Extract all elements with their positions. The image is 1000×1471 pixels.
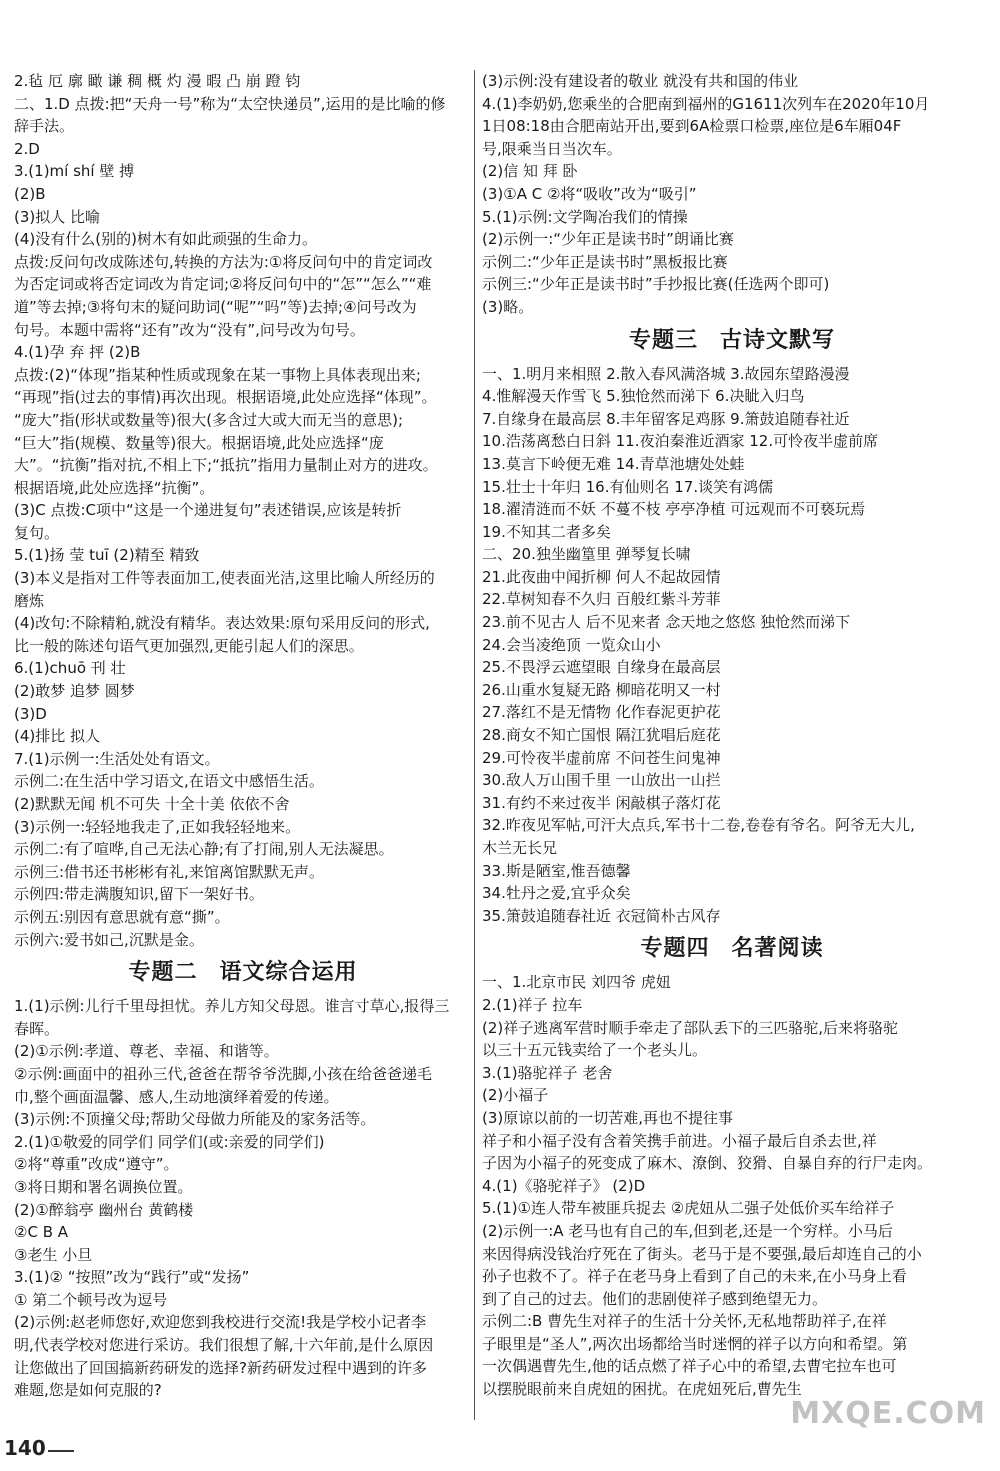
text-line: ②C B A	[14, 1223, 69, 1242]
text-line: “再现”指(过去的事情)再次出现。根据语境,此处应选择“体现”。	[14, 388, 437, 407]
text-line: ③将日期和署名调换位置。	[14, 1177, 193, 1196]
text-line: 句号。本题中需将“还有”改为“没有”,问号改为句号。	[14, 320, 365, 339]
right-answers-part3	[482, 971, 982, 1400]
right-column	[482, 70, 982, 1401]
text-line: (2)示例一:A 老马也有自己的车,但到老,还是一个穷样。小马后	[482, 1221, 893, 1240]
section-name: 语文综合运用	[219, 960, 358, 986]
text-line: 子因为小福子的死变成了麻木、潦倒、狡猾、自暴自弃的行尸走肉。	[482, 1154, 933, 1173]
text-line: 孙子也救不了。祥子在老马身上看到了自己的未来,在小马身上看	[482, 1267, 907, 1286]
text-line: 30.敌人万山围千里 一山放出一山拦	[482, 771, 721, 790]
text-line: 道”等去掉;③将句末的疑问助词(“呢”“吗”等)去掉;④问号改为	[14, 297, 417, 316]
text-line: 示例二:有了喧哗,自己无法心静;有了打闹,别人无法凝思。	[14, 840, 394, 859]
text-line: 5.(1)扬 莹 tuī (2)精至 精致	[14, 546, 200, 565]
text-line: 10.浩荡离愁白日斜 11.夜泊秦淮近酒家 12.可怜夜半虚前席	[482, 432, 879, 451]
text-line: 21.此夜曲中闻折柳 何人不起故园情	[482, 567, 721, 586]
text-line: 6.(1)chuō 刊 壮	[14, 659, 126, 678]
section-number: 专题三	[628, 327, 698, 353]
text-line: 明,代表学校对您进行采访。我们很想了解,十六年前,是什么原因	[14, 1336, 434, 1355]
text-line: 2.D	[14, 139, 40, 158]
text-line: 为否定词或将否定词改为肯定词;②将反问句中的“怎”“怎么”“难	[14, 275, 432, 294]
text-line: 3.(1)② “按照”改为“践行”或“发扬”	[14, 1268, 250, 1287]
text-line: 二、20.独坐幽篁里 弹琴复长啸	[482, 545, 691, 564]
text-line: (3)略。	[482, 297, 534, 316]
text-line: 巾,整个画面温馨、感人,生动地演绎着爱的传递。	[14, 1087, 339, 1106]
text-line: 春晖。	[14, 1019, 60, 1038]
text-line: 13.莫言下岭便无难 14.青草池塘处处蛙	[482, 454, 745, 473]
text-line: 32.昨夜见军帖,可汗大点兵,军书十二卷,卷卷有爷名。阿爷无大儿,	[482, 816, 915, 835]
text-line: (2)敢梦 追梦 圆梦	[14, 682, 135, 701]
text-line: 示例三:“少年正是读书时”手抄报比赛(任选两个即可)	[482, 275, 830, 294]
text-line: ②示例:画面中的祖孙三代,爸爸在帮爷爷洗脚,小孩在给爸爸递毛	[14, 1064, 433, 1083]
text-line: 23.前不见古人 后不见来者 念天地之悠悠 独怆然而涕下	[482, 613, 851, 632]
text-line: 2.毡 厄 廓 瞰 谦 稠 概 灼 漫 暇 凸 崩 蹬 钧	[14, 72, 301, 90]
text-line: (3)原谅以前的一切苦难,再也不提往事	[482, 1108, 734, 1127]
right-answers-part2	[482, 363, 982, 928]
text-line: 26.山重水复疑无路 柳暗花明又一村	[482, 680, 721, 699]
text-line: (2)B	[14, 184, 46, 203]
text-line: 辞手法。	[14, 117, 75, 136]
column-divider	[474, 70, 475, 1420]
text-line: 木兰无长兄	[482, 839, 558, 857]
text-line: (3)①A C ②将“吸收”改为“吸引”	[482, 184, 697, 203]
text-line: ③老生 小旦	[14, 1245, 93, 1264]
text-line: 1日08:18由合肥南站开出,要到6A检票口检票,座位是6车厢04F	[482, 117, 902, 136]
text-line: 24.会当凌绝顶 一览众山小	[482, 635, 661, 654]
text-line: 34.牡丹之爱,宜乎众矣	[482, 884, 631, 903]
text-line: 以三十五元钱卖给了一个老头儿。	[482, 1041, 708, 1060]
text-line: 难题,您是如何克服的?	[14, 1381, 162, 1400]
text-line: 根据语境,此处应选择“抗衡”。	[14, 478, 215, 497]
text-line: 7.(1)示例一:生活处处有语文。	[14, 749, 220, 768]
text-line: (2)祥子逃离军营时顺手牵走了部队丢下的三匹骆驼,后来将骆驼	[482, 1018, 899, 1037]
left-column	[14, 70, 472, 1402]
text-line: 22.草树知春不久归 百般红紫斗芳菲	[482, 590, 721, 609]
text-line: 2.(1)①敬爱的同学们 同学们(或:亲爱的同学们)	[14, 1132, 325, 1151]
text-line: 33.斯是陋室,惟吾德馨	[482, 861, 631, 880]
text-line: (4)没有什么(别的)树木有如此顽强的生命力。	[14, 230, 317, 249]
text-line: 35.箫鼓追随春社近 衣冠简朴古风存	[482, 906, 721, 925]
section-number: 专题四	[640, 936, 710, 962]
text-line: 以摆脱眼前来自虎妞的困扰。在虎妞死后,曹先生	[482, 1380, 802, 1399]
watermark: MXQE.COM	[790, 1396, 986, 1431]
text-line: 2.(1)祥子 拉车	[482, 995, 583, 1014]
text-line: 到了自己的过去。他们的悲剧使祥子感到绝望无力。	[482, 1289, 828, 1308]
text-line: “庞大”指(形状或数量等)很大(多含过大或大而无当的意思);	[14, 410, 404, 429]
text-line: 7.自缘身在最高层 8.丰年留客足鸡豚 9.箫鼓追随春社近	[482, 409, 850, 428]
text-line: 点拨:反问句改成陈述句,转换的方法为:①将反问句中的肯定词改	[14, 252, 433, 271]
text-line: 4.惟解漫天作雪飞 5.独怆然而涕下 6.决眦入归鸟	[482, 387, 805, 406]
text-line: ②将“尊重”改成“遵守”。	[14, 1155, 179, 1174]
text-line: 3.(1)骆驼祥子 老舍	[482, 1063, 613, 1082]
section-name: 名著阅读	[731, 936, 824, 962]
text-line: 祥子和小福子没有含着笑携手前进。小福子最后自杀去世,祥	[482, 1131, 877, 1150]
text-line: 4.(1)《骆驼祥子》 (2)D	[482, 1176, 646, 1195]
text-line: (3)示例:没有建设者的敬业 就没有共和国的伟业	[482, 72, 799, 90]
text-line: 4.(1)孕 弃 抨 (2)B	[14, 343, 141, 362]
text-line: (2)小福子	[482, 1086, 549, 1105]
text-line: 示例四:带走满腹知识,留下一架好书。	[14, 885, 264, 904]
section-number: 专题二	[128, 960, 198, 986]
text-line: 示例二:“少年正是读书时”黑板报比赛	[482, 252, 728, 271]
text-line: (3)拟人 比喻	[14, 207, 101, 226]
right-answers-part1	[482, 70, 982, 319]
text-line: 点拨:(2)“体现”指某种性质或现象在某一事物上具体表现出来;	[14, 365, 421, 384]
text-line: 1.(1)示例:儿行千里母担忧。养儿方知父母恩。谁言寸草心,报得三	[14, 997, 450, 1016]
text-line: 示例六:爱书如己,沉默是金。	[14, 930, 204, 949]
page-number: 140	[4, 1436, 46, 1460]
text-line: (2)信 知 拜 卧	[482, 162, 578, 181]
text-line: (3)示例:不顶撞父母;帮助父母做力所能及的家务活等。	[14, 1110, 376, 1129]
text-line: 18.濯清涟而不妖 不蔓不枝 亭亭净植 可远观而不可亵玩焉	[482, 500, 866, 519]
text-line: 15.壮士十年归 16.有仙则名 17.谈笑有鸿儒	[482, 477, 774, 496]
text-line: (2)默默无闻 机不可失 十全十美 依依不舍	[14, 795, 290, 813]
text-line: “巨大”指(规模、数量等)很大。根据语境,此处应选择“庞	[14, 433, 384, 452]
left-answers-part2	[14, 995, 472, 1402]
text-line: 5.(1)示例:文学陶冶我们的情操	[482, 207, 688, 226]
text-line: (2)①醉翁亭 幽州台 黄鹤楼	[14, 1200, 194, 1219]
text-line: 磨炼	[14, 591, 45, 610]
text-line: (2)示例一:“少年正是读书时”朗诵比赛	[482, 230, 734, 249]
text-line: 复句。	[14, 523, 60, 542]
text-line: (2)①示例:孝道、尊老、幸福、和谐等。	[14, 1042, 279, 1061]
section-name: 古诗文默写	[720, 327, 836, 353]
text-line: (4)改句:不除精粕,就没有精华。表达效果:原句采用反问的形式,	[14, 614, 430, 633]
text-line: 28.商女不知亡国恨 隔江犹唱后庭花	[482, 726, 721, 745]
text-line: 示例三:借书还书彬彬有礼,来馆离馆默默无声。	[14, 862, 324, 881]
text-line: 号,限乘当日当次车。	[482, 139, 622, 158]
text-line: 4.(1)李奶奶,您乘坐的合肥南到福州的G1611次列车在2020年10月	[482, 94, 930, 113]
section-title-topic2	[14, 956, 472, 990]
text-line: 示例二:在生活中学习语文,在语文中感悟生活。	[14, 772, 324, 791]
text-line: (3)C 点拨:C项中“这是一个递进复句”表述错误,应该是转折	[14, 501, 402, 520]
text-line: 31.有约不来过夜半 闲敲棋子落灯花	[482, 793, 721, 812]
text-line: 一、1.明月来相照 2.散入春风满洛城 3.故园东望路漫漫	[482, 364, 850, 383]
text-line: 5.(1)①连人带车被匪兵捉去 ②虎妞从二强子处低价买车给祥子	[482, 1199, 895, 1218]
text-line: 一、1.北京市民 刘四爷 虎妞	[482, 973, 671, 992]
text-line: 让您做出了回国搞新药研发的选择?新药研发过程中遇到的许多	[14, 1358, 427, 1377]
text-line: 19.不知其二者多矣	[482, 522, 611, 541]
left-answers-part1	[14, 70, 472, 951]
section-title-topic4	[482, 932, 982, 966]
text-line: 3.(1)mí shí 壁 搏	[14, 162, 135, 181]
text-line: 来因得病没钱治疗死在了街头。老马于是不要强,最后却连自己的小	[482, 1244, 922, 1263]
text-line: 25.不畏浮云遮望眼 自缘身在最高层	[482, 658, 721, 677]
section-title-topic3	[482, 324, 982, 358]
text-line: 二、1.D 点拨:把“天舟一号”称为“太空快递员”,运用的是比喻的修	[14, 94, 446, 113]
text-line: (4)排比 拟人	[14, 727, 101, 746]
text-line: (3)本义是指对工件等表面加工,使表面光洁,这里比喻人所经历的	[14, 569, 435, 588]
text-line: (3)D	[14, 704, 47, 723]
text-line: ① 第二个顿号改为逗号	[14, 1290, 168, 1309]
text-line: 比一般的陈述句语气更加强烈,更能引起人们的深思。	[14, 636, 364, 655]
text-line: (2)示例:赵老师您好,欢迎您到我校进行交流!我是学校小记者李	[14, 1313, 427, 1332]
text-line: 一次偶遇曹先生,他的话点燃了祥子心中的希望,去曹宅拉车也可	[482, 1357, 897, 1376]
text-line: 示例五:别因有意思就有意“撕”。	[14, 907, 230, 926]
text-line: 大”。“抗衡”指对抗,不相上下;“抵抗”指用力量制止对方的进攻。	[14, 456, 438, 475]
text-line: 29.可怜夜半虚前席 不问苍生问鬼神	[482, 748, 721, 767]
text-line: 27.落红不是无情物 化作春泥更护花	[482, 703, 721, 722]
text-line: 子眼里是“圣人”,两次出场都给当时迷惘的祥子以方向和希望。第	[482, 1334, 908, 1353]
text-line: 示例二:B 曹先生对祥子的生活十分关怀,无私地帮助祥子,在祥	[482, 1312, 887, 1331]
page-number-rule	[48, 1450, 74, 1452]
text-line: (3)示例一:轻轻地我走了,正如我轻轻地来。	[14, 817, 301, 836]
